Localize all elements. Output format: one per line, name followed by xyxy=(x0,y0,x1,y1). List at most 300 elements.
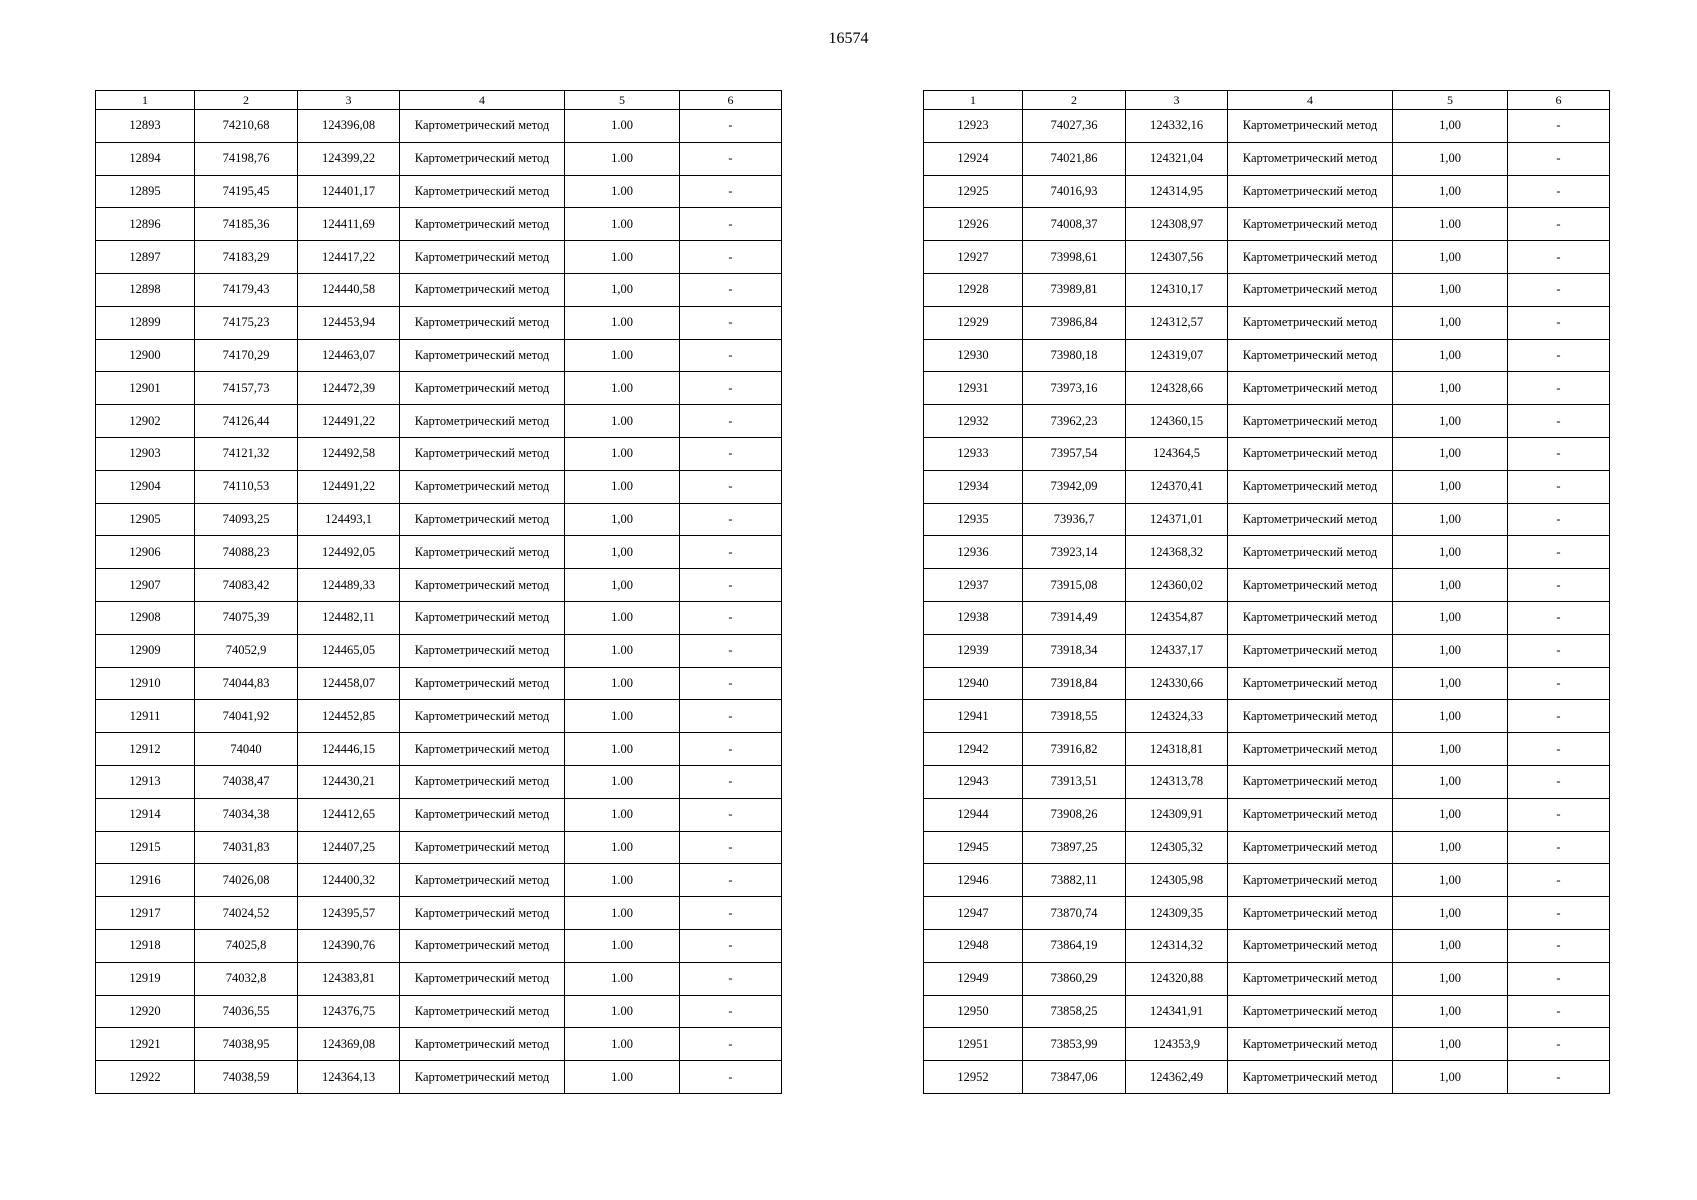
table-cell: 12924 xyxy=(924,142,1023,175)
table-row xyxy=(96,142,782,175)
table-cell: Картометрический метод xyxy=(1228,897,1393,930)
column-header: 2 xyxy=(195,91,298,110)
table-cell: 12920 xyxy=(96,995,195,1028)
table-cell: 1,00 xyxy=(1393,995,1508,1028)
table-cell: 124492,05 xyxy=(298,536,400,569)
table-row xyxy=(924,208,1610,241)
table-cell: 12915 xyxy=(96,831,195,864)
table-cell: 124395,57 xyxy=(298,897,400,930)
table-cell: 1,00 xyxy=(1393,339,1508,372)
table-cell: 74175,23 xyxy=(195,306,298,339)
table-cell: 74038,47 xyxy=(195,765,298,798)
table-row xyxy=(96,306,782,339)
table-cell: 1,00 xyxy=(1393,110,1508,143)
table-row xyxy=(924,1061,1610,1094)
table-cell: 12927 xyxy=(924,241,1023,274)
table-cell: 124318,81 xyxy=(1126,733,1228,766)
table-cell: Картометрический метод xyxy=(400,700,565,733)
table-cell: 124321,04 xyxy=(1126,142,1228,175)
table-cell: - xyxy=(1508,995,1610,1028)
table-cell: 1.00 xyxy=(565,241,680,274)
table-cell: Картометрический метод xyxy=(400,765,565,798)
table-cell: 124452,85 xyxy=(298,700,400,733)
table-cell: 12940 xyxy=(924,667,1023,700)
table-cell: 74185,36 xyxy=(195,208,298,241)
table-cell: 124309,35 xyxy=(1126,897,1228,930)
table-cell: 12929 xyxy=(924,306,1023,339)
table-cell: 124417,22 xyxy=(298,241,400,274)
table-cell: 12913 xyxy=(96,765,195,798)
table-cell: 1.00 xyxy=(565,372,680,405)
table-row xyxy=(96,995,782,1028)
table-row xyxy=(924,569,1610,602)
table-cell: 1.00 xyxy=(565,470,680,503)
table-row xyxy=(924,339,1610,372)
table-row xyxy=(924,142,1610,175)
table-cell: 12930 xyxy=(924,339,1023,372)
table-cell: 1.00 xyxy=(565,929,680,962)
table-cell: 124353,9 xyxy=(1126,1028,1228,1061)
table-cell: 12948 xyxy=(924,929,1023,962)
table-cell: - xyxy=(1508,372,1610,405)
table-cell: Картометрический метод xyxy=(400,1028,565,1061)
table-cell: 74026,08 xyxy=(195,864,298,897)
table-cell: 74093,25 xyxy=(195,503,298,536)
table-row xyxy=(96,1028,782,1061)
table-cell: 1,00 xyxy=(1393,175,1508,208)
table-cell: 1,00 xyxy=(1393,1061,1508,1094)
table-cell: Картометрический метод xyxy=(400,667,565,700)
table-cell: - xyxy=(680,470,782,503)
table-row xyxy=(96,798,782,831)
table-cell: Картометрический метод xyxy=(400,470,565,503)
table-cell: 12909 xyxy=(96,634,195,667)
table-cell: 74040 xyxy=(195,733,298,766)
table-cell: 74008,37 xyxy=(1023,208,1126,241)
table-cell: Картометрический метод xyxy=(400,733,565,766)
table-cell: 12943 xyxy=(924,765,1023,798)
table-cell: Картометрический метод xyxy=(1228,601,1393,634)
table-cell: 124482,11 xyxy=(298,601,400,634)
table-cell: Картометрический метод xyxy=(400,437,565,470)
table-row xyxy=(924,995,1610,1028)
table-cell: 1,00 xyxy=(565,536,680,569)
column-header: 6 xyxy=(1508,91,1610,110)
table-cell: 124364,13 xyxy=(298,1061,400,1094)
table-cell: 124458,07 xyxy=(298,667,400,700)
table-cell: - xyxy=(1508,700,1610,733)
column-header: 1 xyxy=(924,91,1023,110)
table-cell: Картометрический метод xyxy=(1228,798,1393,831)
column-header: 3 xyxy=(1126,91,1228,110)
table-cell: - xyxy=(1508,634,1610,667)
table-cell: Картометрический метод xyxy=(400,175,565,208)
table-cell: - xyxy=(680,372,782,405)
table-row xyxy=(924,634,1610,667)
table-cell: 124463,07 xyxy=(298,339,400,372)
table-cell: Картометрический метод xyxy=(400,372,565,405)
table-cell: 124489,33 xyxy=(298,569,400,602)
table-cell: 74210,68 xyxy=(195,110,298,143)
table-cell: - xyxy=(680,175,782,208)
table-row xyxy=(96,208,782,241)
table-row xyxy=(96,700,782,733)
table-cell: 1.00 xyxy=(565,208,680,241)
table-row xyxy=(96,667,782,700)
table-row xyxy=(96,503,782,536)
header-row xyxy=(924,91,1610,110)
table-cell: 1,00 xyxy=(1393,437,1508,470)
table-cell: 1,00 xyxy=(1393,962,1508,995)
table-cell: 1,00 xyxy=(1393,864,1508,897)
table-row xyxy=(96,864,782,897)
table-cell: 74052,9 xyxy=(195,634,298,667)
table-cell: 12931 xyxy=(924,372,1023,405)
table-cell: 124308,97 xyxy=(1126,208,1228,241)
table-cell: Картометрический метод xyxy=(400,831,565,864)
table-cell: 12952 xyxy=(924,1061,1023,1094)
table-cell: 1,00 xyxy=(1393,503,1508,536)
table-cell: - xyxy=(1508,110,1610,143)
table-cell: 124330,66 xyxy=(1126,667,1228,700)
table-cell: 1,00 xyxy=(1393,372,1508,405)
table-cell: 1,00 xyxy=(565,503,680,536)
table-cell: 124465,05 xyxy=(298,634,400,667)
table-cell: Картометрический метод xyxy=(400,569,565,602)
table-cell: 124368,32 xyxy=(1126,536,1228,569)
table-cell: 1.00 xyxy=(565,995,680,1028)
table-row xyxy=(924,536,1610,569)
table-row xyxy=(924,405,1610,438)
table-cell: 1.00 xyxy=(565,175,680,208)
table-cell: Картометрический метод xyxy=(1228,831,1393,864)
table-cell: 124362,49 xyxy=(1126,1061,1228,1094)
table-cell: 1.00 xyxy=(565,437,680,470)
table-cell: 12951 xyxy=(924,1028,1023,1061)
table-cell: 124313,78 xyxy=(1126,765,1228,798)
table-row xyxy=(924,929,1610,962)
table-row xyxy=(924,765,1610,798)
table-cell: 74027,36 xyxy=(1023,110,1126,143)
table-cell: 1.00 xyxy=(565,142,680,175)
table-cell: 74183,29 xyxy=(195,241,298,274)
table-cell: 73918,34 xyxy=(1023,634,1126,667)
column-header: 4 xyxy=(400,91,565,110)
table-cell: - xyxy=(1508,798,1610,831)
table-cell: - xyxy=(1508,405,1610,438)
table-cell: 12926 xyxy=(924,208,1023,241)
table-cell: - xyxy=(680,1028,782,1061)
table-row xyxy=(96,175,782,208)
table-cell: 12925 xyxy=(924,175,1023,208)
table-cell: Картометрический метод xyxy=(400,536,565,569)
table-cell: 124371,01 xyxy=(1126,503,1228,536)
table-cell: 74110,53 xyxy=(195,470,298,503)
table-cell: 74038,59 xyxy=(195,1061,298,1094)
table-cell: Картометрический метод xyxy=(400,339,565,372)
table-row xyxy=(96,601,782,634)
table-cell: 1.00 xyxy=(565,601,680,634)
table-cell: 124407,25 xyxy=(298,831,400,864)
table-cell: 12917 xyxy=(96,897,195,930)
table-cell: - xyxy=(1508,765,1610,798)
table-cell: - xyxy=(680,831,782,864)
table-cell: 1,00 xyxy=(1393,470,1508,503)
table-cell: Картометрический метод xyxy=(400,241,565,274)
table-cell: Картометрический метод xyxy=(400,634,565,667)
column-header: 5 xyxy=(1393,91,1508,110)
table-cell: 1.00 xyxy=(565,1028,680,1061)
table-cell: 12898 xyxy=(96,273,195,306)
table-cell: 12932 xyxy=(924,405,1023,438)
table-row xyxy=(924,831,1610,864)
table-cell: 12900 xyxy=(96,339,195,372)
table-cell: Картометрический метод xyxy=(1228,1028,1393,1061)
table-body-left xyxy=(96,110,782,1094)
table-cell: - xyxy=(1508,1061,1610,1094)
table-cell: - xyxy=(680,667,782,700)
table-cell: 124491,22 xyxy=(298,470,400,503)
table-cell: 124369,08 xyxy=(298,1028,400,1061)
table-cell: 12914 xyxy=(96,798,195,831)
table-cell: - xyxy=(680,536,782,569)
table-cell: 1.00 xyxy=(565,667,680,700)
table-cell: 124314,95 xyxy=(1126,175,1228,208)
table-cell: - xyxy=(680,437,782,470)
table-cell: 73942,09 xyxy=(1023,470,1126,503)
table-cell: 1.00 xyxy=(1393,208,1508,241)
table-cell: - xyxy=(1508,962,1610,995)
table-body-right xyxy=(924,110,1610,1094)
table-row xyxy=(96,273,782,306)
table-cell: 1,00 xyxy=(1393,667,1508,700)
table-cell: Картометрический метод xyxy=(1228,700,1393,733)
table-cell: 1,00 xyxy=(1393,929,1508,962)
table-cell: 12938 xyxy=(924,601,1023,634)
table-cell: 124312,57 xyxy=(1126,306,1228,339)
table-cell: 1,00 xyxy=(1393,634,1508,667)
table-cell: 74021,86 xyxy=(1023,142,1126,175)
table-cell: 1.00 xyxy=(565,897,680,930)
table-cell: - xyxy=(1508,175,1610,208)
table-row xyxy=(924,241,1610,274)
coordinates-table-left xyxy=(95,90,782,1094)
table-cell: Картометрический метод xyxy=(1228,634,1393,667)
table-row xyxy=(924,470,1610,503)
table-row xyxy=(924,503,1610,536)
table-cell: Картометрический метод xyxy=(400,273,565,306)
table-cell: 73918,55 xyxy=(1023,700,1126,733)
table-cell: Картометрический метод xyxy=(400,306,565,339)
table-cell: Картометрический метод xyxy=(1228,470,1393,503)
table-cell: 124453,94 xyxy=(298,306,400,339)
table-cell: - xyxy=(1508,142,1610,175)
table-cell: 1.00 xyxy=(565,1061,680,1094)
table-cell: - xyxy=(680,864,782,897)
table-cell: Картометрический метод xyxy=(400,1061,565,1094)
table-cell: 124390,76 xyxy=(298,929,400,962)
table-cell: 74016,93 xyxy=(1023,175,1126,208)
table-cell: Картометрический метод xyxy=(400,110,565,143)
table-cell: 1,00 xyxy=(1393,601,1508,634)
table-cell: 12903 xyxy=(96,437,195,470)
table-cell: 73864,19 xyxy=(1023,929,1126,962)
table-cell: - xyxy=(680,405,782,438)
table-cell: 124399,22 xyxy=(298,142,400,175)
table-cell: 12928 xyxy=(924,273,1023,306)
table-cell: 12949 xyxy=(924,962,1023,995)
table-cell: 124370,41 xyxy=(1126,470,1228,503)
table-cell: 12896 xyxy=(96,208,195,241)
table-cell: - xyxy=(680,503,782,536)
table-cell: 12947 xyxy=(924,897,1023,930)
table-row xyxy=(96,372,782,405)
table-cell: Картометрический метод xyxy=(400,601,565,634)
table-cell: Картометрический метод xyxy=(1228,437,1393,470)
table-cell: - xyxy=(1508,667,1610,700)
table-cell: 73847,06 xyxy=(1023,1061,1126,1094)
table-cell: - xyxy=(680,700,782,733)
table-row xyxy=(924,962,1610,995)
table-cell: 12921 xyxy=(96,1028,195,1061)
table-cell: Картометрический метод xyxy=(400,208,565,241)
table-cell: - xyxy=(680,241,782,274)
table-row xyxy=(924,437,1610,470)
table-cell: Картометрический метод xyxy=(400,503,565,536)
table-cell: 73998,61 xyxy=(1023,241,1126,274)
table-cell: 12907 xyxy=(96,569,195,602)
table-cell: 124440,58 xyxy=(298,273,400,306)
table-cell: 1,00 xyxy=(1393,273,1508,306)
table-cell: 73914,49 xyxy=(1023,601,1126,634)
table-cell: - xyxy=(680,306,782,339)
table-cell: - xyxy=(680,273,782,306)
table-cell: 1,00 xyxy=(1393,306,1508,339)
table-cell: - xyxy=(1508,897,1610,930)
table-cell: Картометрический метод xyxy=(1228,733,1393,766)
table-cell: 73973,16 xyxy=(1023,372,1126,405)
table-cell: 1.00 xyxy=(565,962,680,995)
table-row xyxy=(924,601,1610,634)
table-cell: 73936,7 xyxy=(1023,503,1126,536)
column-header: 3 xyxy=(298,91,400,110)
table-cell: 12933 xyxy=(924,437,1023,470)
table-cell: 12937 xyxy=(924,569,1023,602)
table-cell: - xyxy=(1508,241,1610,274)
table-cell: Картометрический метод xyxy=(1228,208,1393,241)
table-cell: 1,00 xyxy=(565,273,680,306)
table-cell: 74038,95 xyxy=(195,1028,298,1061)
table-row xyxy=(924,372,1610,405)
table-cell: 74179,43 xyxy=(195,273,298,306)
table-row xyxy=(924,110,1610,143)
table-cell: 1,00 xyxy=(1393,798,1508,831)
header-row xyxy=(96,91,782,110)
table-cell: 124307,56 xyxy=(1126,241,1228,274)
table-row xyxy=(924,897,1610,930)
table-cell: - xyxy=(1508,208,1610,241)
table-cell: 1.00 xyxy=(565,864,680,897)
table-cell: - xyxy=(680,208,782,241)
table-cell: 73923,14 xyxy=(1023,536,1126,569)
table-cell: 1.00 xyxy=(565,798,680,831)
table-cell: 124309,91 xyxy=(1126,798,1228,831)
table-cell: 124364,5 xyxy=(1126,437,1228,470)
table-cell: - xyxy=(680,962,782,995)
table-cell: - xyxy=(1508,601,1610,634)
table-cell: - xyxy=(1508,929,1610,962)
table-cell: 74126,44 xyxy=(195,405,298,438)
table-cell: 12941 xyxy=(924,700,1023,733)
table-row xyxy=(924,733,1610,766)
table-cell: 12922 xyxy=(96,1061,195,1094)
table-row xyxy=(924,667,1610,700)
table-cell: 124305,98 xyxy=(1126,864,1228,897)
column-header: 1 xyxy=(96,91,195,110)
table-cell: 12916 xyxy=(96,864,195,897)
table-cell: - xyxy=(680,765,782,798)
table-row xyxy=(96,765,782,798)
table-cell: 12910 xyxy=(96,667,195,700)
table-cell: Картометрический метод xyxy=(1228,995,1393,1028)
table-cell: 1,00 xyxy=(1393,1028,1508,1061)
table-cell: 12902 xyxy=(96,405,195,438)
table-cell: - xyxy=(1508,306,1610,339)
table-row xyxy=(96,634,782,667)
table-cell: 12908 xyxy=(96,601,195,634)
table-cell: 124337,17 xyxy=(1126,634,1228,667)
table-cell: 12893 xyxy=(96,110,195,143)
table-cell: 12901 xyxy=(96,372,195,405)
table-cell: 1.00 xyxy=(565,306,680,339)
table-cell: Картометрический метод xyxy=(1228,372,1393,405)
table-cell: Картометрический метод xyxy=(400,897,565,930)
table-cell: 124328,66 xyxy=(1126,372,1228,405)
table-cell: 124319,07 xyxy=(1126,339,1228,372)
table-cell: Картометрический метод xyxy=(1228,503,1393,536)
table-cell: 12939 xyxy=(924,634,1023,667)
table-row xyxy=(96,470,782,503)
table-cell: Картометрический метод xyxy=(400,405,565,438)
table-row xyxy=(96,405,782,438)
table-cell: 74157,73 xyxy=(195,372,298,405)
table-cell: 1.00 xyxy=(565,405,680,438)
table-cell: - xyxy=(1508,339,1610,372)
table-row xyxy=(96,733,782,766)
table-cell: Картометрический метод xyxy=(1228,110,1393,143)
table-cell: Картометрический метод xyxy=(1228,765,1393,798)
table-cell: 12942 xyxy=(924,733,1023,766)
table-row xyxy=(924,306,1610,339)
table-cell: - xyxy=(1508,273,1610,306)
table-cell: Картометрический метод xyxy=(400,798,565,831)
table-cell: - xyxy=(680,569,782,602)
table-cell: 74075,39 xyxy=(195,601,298,634)
table-row xyxy=(924,700,1610,733)
column-header: 2 xyxy=(1023,91,1126,110)
table-row xyxy=(924,175,1610,208)
table-cell: 73897,25 xyxy=(1023,831,1126,864)
table-cell: 124491,22 xyxy=(298,405,400,438)
table-cell: Картометрический метод xyxy=(1228,405,1393,438)
table-cell: Картометрический метод xyxy=(1228,962,1393,995)
page-number: 16574 xyxy=(828,30,869,47)
table-cell: 74036,55 xyxy=(195,995,298,1028)
table-cell: 1,00 xyxy=(1393,142,1508,175)
table-cell: - xyxy=(680,798,782,831)
table-cell: 124412,65 xyxy=(298,798,400,831)
table-cell: - xyxy=(680,634,782,667)
